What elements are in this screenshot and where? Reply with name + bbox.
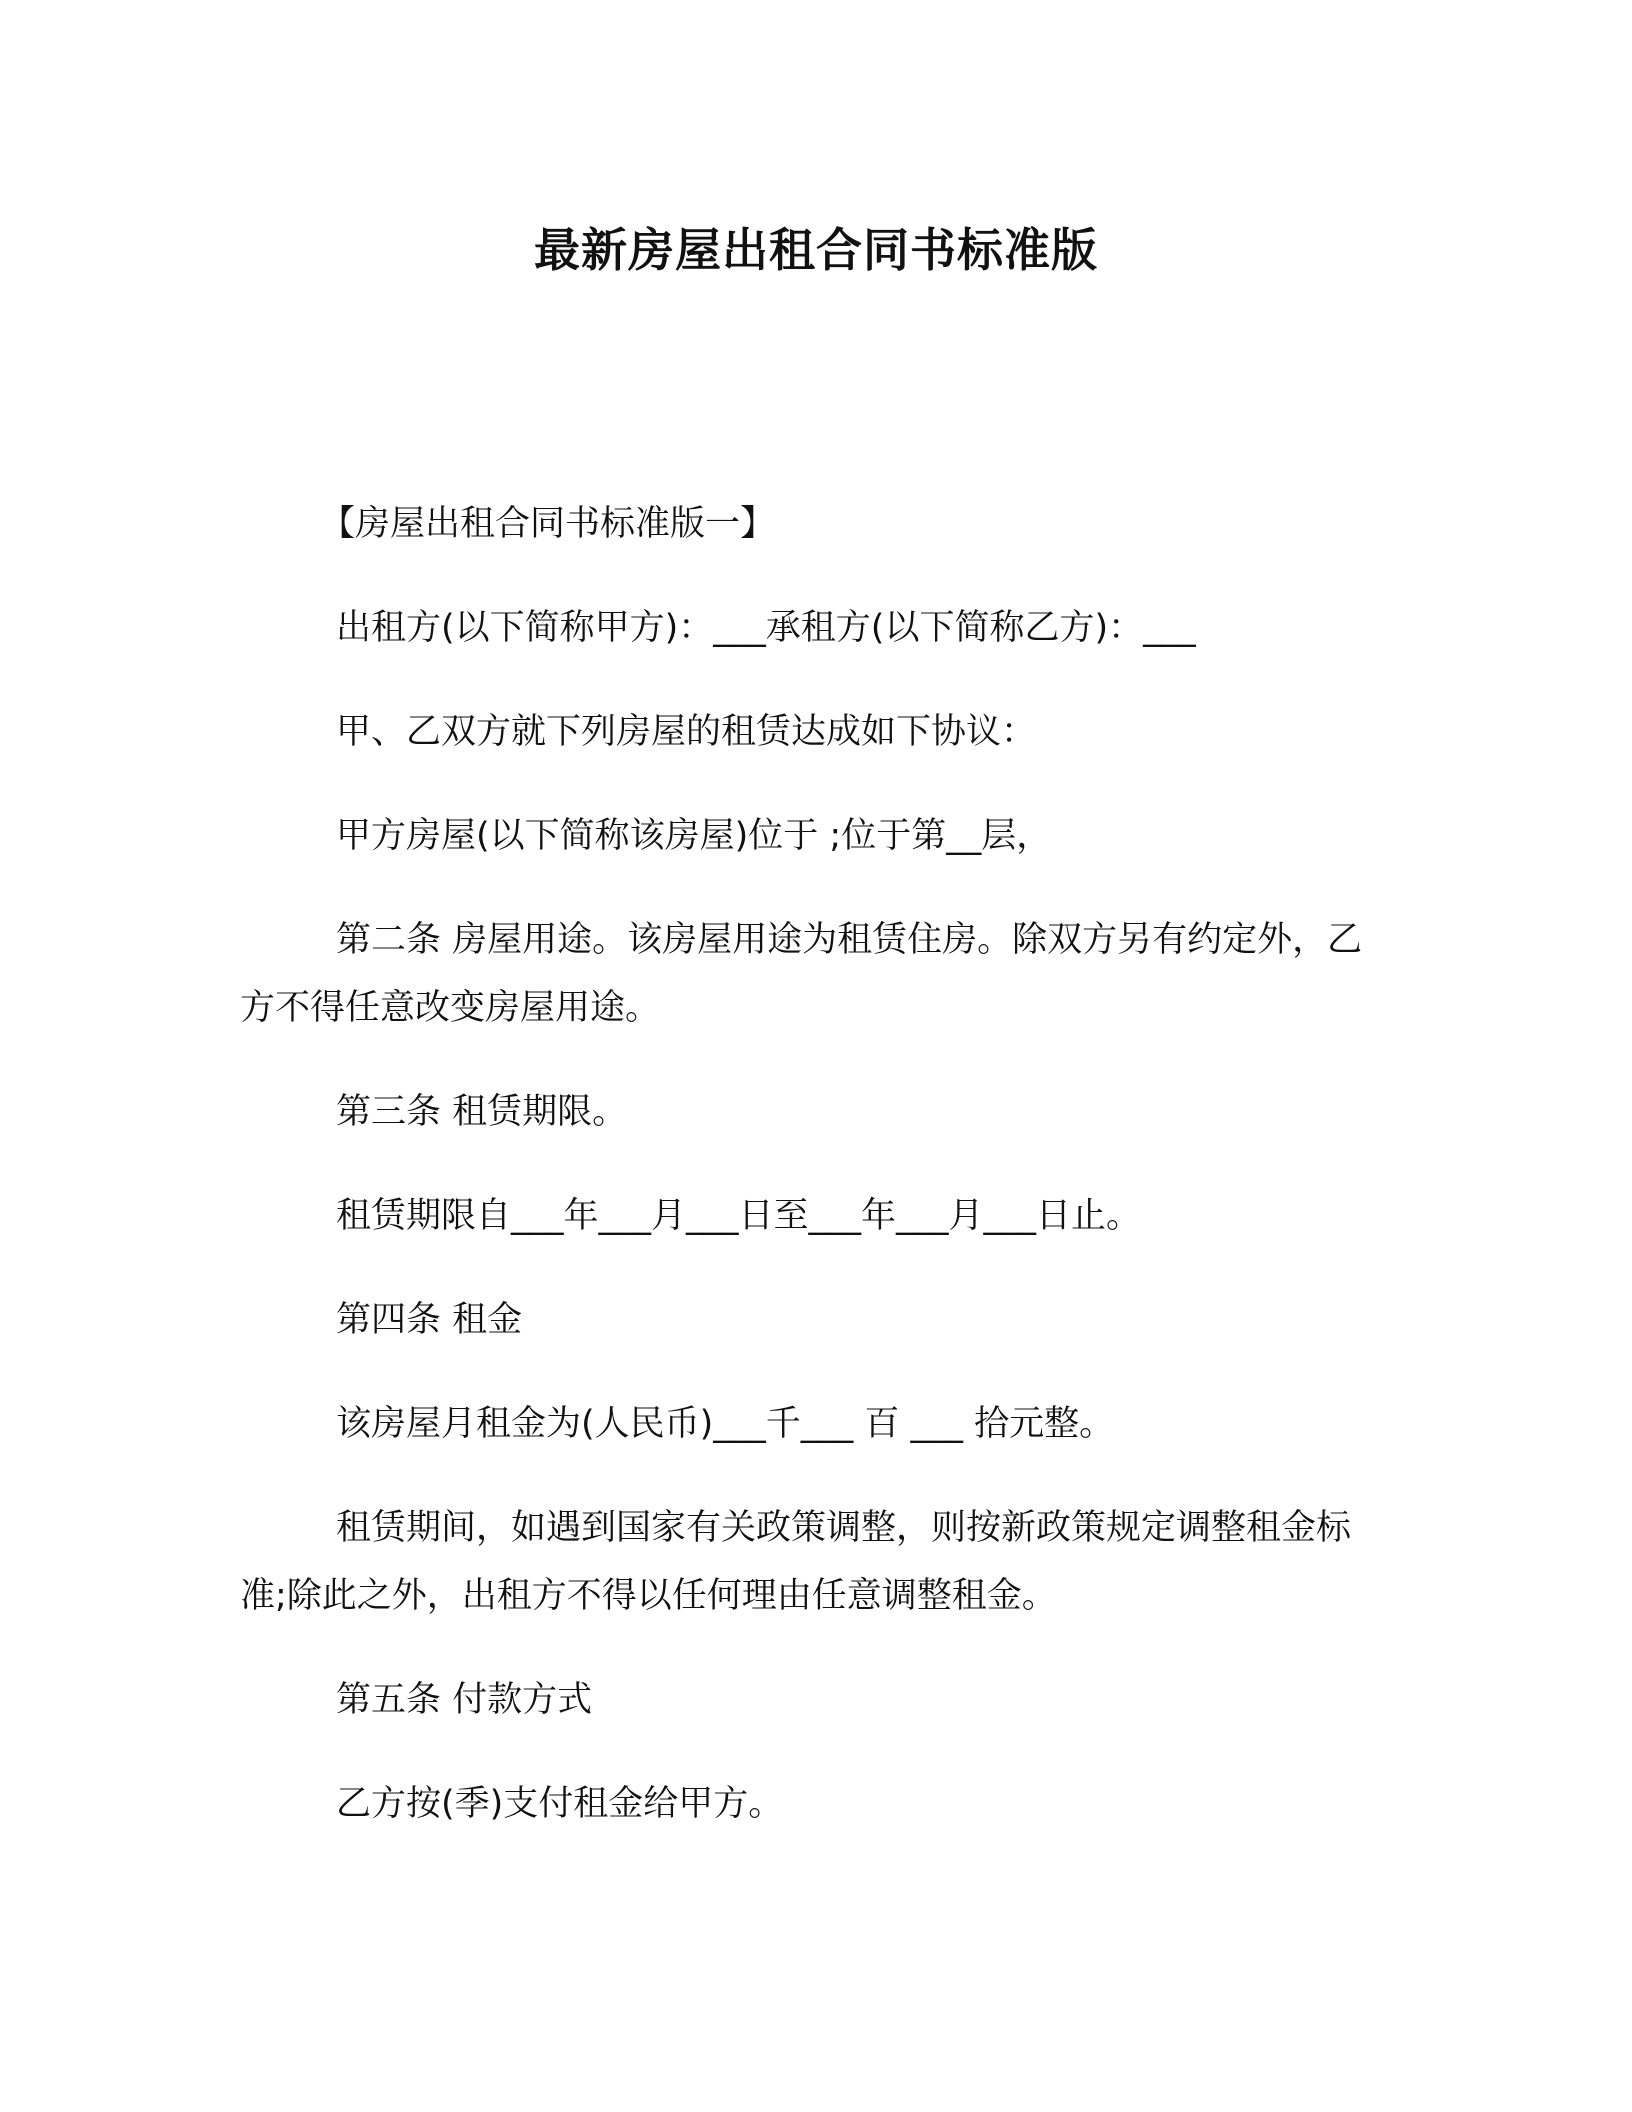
paragraph-parties: 出租方(以下简称甲方)：___承租方(以下简称乙方)：___ (336, 608, 1196, 648)
paragraph-article-4-heading: 第四条 租金 (336, 1300, 523, 1340)
paragraph-article-3-heading: 第三条 租赁期限。 (336, 1092, 628, 1132)
paragraph-location: 甲方房屋(以下简称该房屋)位于 ;位于第__层， (336, 816, 1052, 856)
paragraph-article-5-heading: 第五条 付款方式 (336, 1680, 593, 1720)
paragraph-agreement: 甲、乙双方就下列房屋的租赁达成如下协议： (336, 712, 1037, 752)
paragraph-payment: 乙方按(季)支付租金给甲方。 (336, 1784, 784, 1824)
paragraph-rent-adjustment: 租赁期间，如遇到国家有关政策调整，则按新政策规定调整租金标准;除此之外，出租方不得以任何理由任意调整租金。 (240, 1508, 1352, 1616)
paragraph-lease-term: 租赁期限自___年___月___日至___年___月___日止。 (336, 1196, 1142, 1236)
document-title: 最新房屋出租合同书标准版 (534, 223, 1098, 277)
paragraph-monthly-rent: 该房屋月租金为(人民币)___千___ 百 ___ 拾元整。 (336, 1404, 1115, 1444)
section-heading: 【房屋出租合同书标准版一】 (320, 504, 776, 544)
document-body (240, 490, 1380, 1874)
paragraph-article-2: 第二条 房屋用途。该房屋用途为租赁住房。除双方另有约定外，乙方不得任意改变房屋用途。 (240, 920, 1363, 1028)
